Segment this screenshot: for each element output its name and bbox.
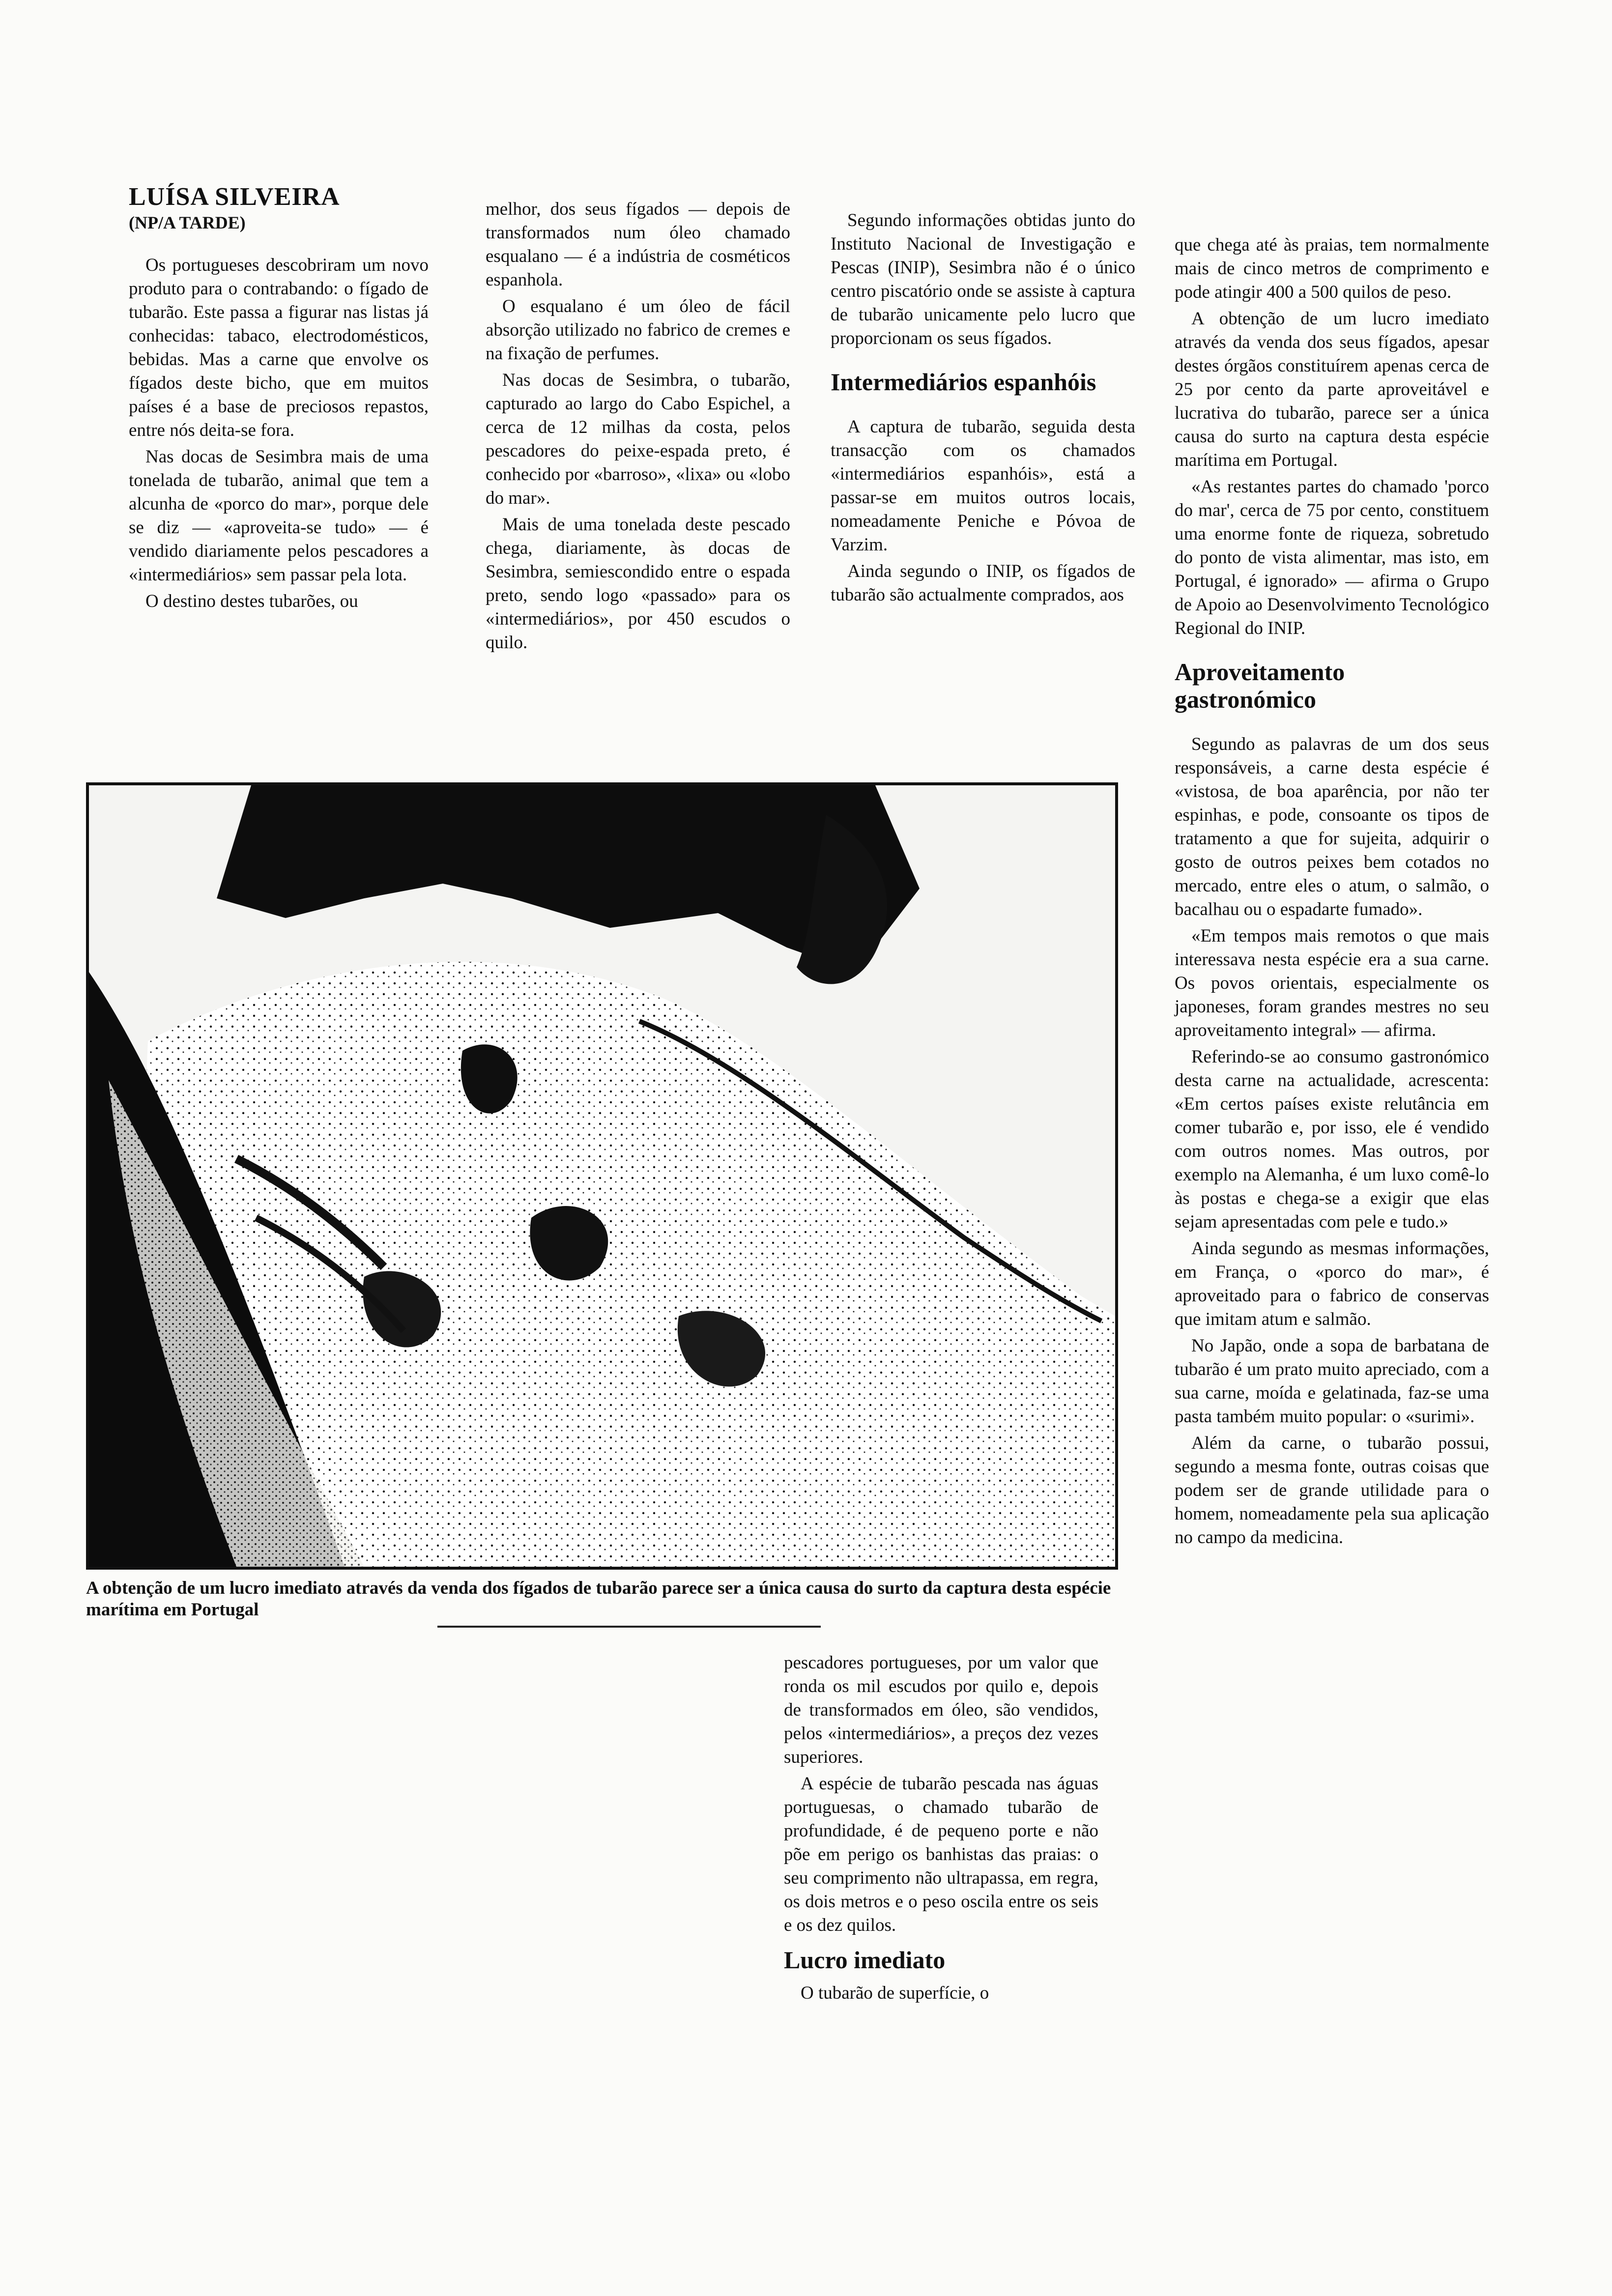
source-line: (NP/A TARDE)	[129, 213, 246, 232]
paragraph: A obtenção de um lucro imediato através da venda dos seus fígados, apesar destes órgãos constituírem apenas cerca de 25 por cento da parte aproveitável e lucrativa do tubarão, parece ser a única causa do surto na captura desta espécie marítima em Portugal.	[1175, 309, 1489, 470]
column-2	[486, 198, 790, 658]
paragraph: A captura de tubarão, seguida desta transacção com os chamados «intermediários espanhóis», está a passar-se em muitos outros locais, nomeadamente Peniche e Póvoa de Varzim.	[831, 417, 1135, 555]
subhead-lucro: Lucro imediato	[784, 1946, 946, 1974]
shark-photo	[86, 782, 1118, 1570]
paragraph: A espécie de tubarão pescada nas águas portuguesas, o chamado tubarão de profundidade, é de pequeno porte e não põe em perigo os banhistas das praias: o seu comprimento não ultrapassa, em regra, os dois metros e o peso oscila entre os seis e os dez quilos.	[784, 1774, 1098, 1935]
paragraph: melhor, dos seus fígados — depois de transformados num óleo chamado esqualano — é a indústria de cosméticos espanhola.	[486, 199, 790, 290]
paragraph: «As restantes partes do chamado 'porco do mar', cerca de 75 por cento, constituem uma enorme fonte de riqueza, sobretudo do ponto de vista alimentar, mas isto, em Portugal, é ignorado» — afirma o Grupo de Apoio ao Desenvolvimento Tecnológico Regional do INIP.	[1175, 477, 1489, 638]
paragraph: Referindo-se ao consumo gastronómico desta carne na actualidade, acrescenta: «Em certos países existe relutância em comer tubarão e, por isso, ele é vendido com outros nomes. Mas outros, por exemplo na Alemanha, é um luxo comê-lo às postas e chega-se a exigir que elas sejam apresentadas com pele e tudo.»	[1175, 1047, 1489, 1232]
column-3-top	[831, 209, 1135, 610]
paragraph: No Japão, onde a sopa de barbatana de tubarão é um prato muito apreciado, com a sua carne, moída e gelatinada, faz-se uma pasta também muito popular: o «surimi».	[1175, 1336, 1489, 1427]
shark-image	[89, 785, 1115, 1567]
paragraph: «Em tempos mais remotos o que mais interessava nesta espécie era a sua carne. Os povos orientais, especialmente os japoneses, foram grandes mestres no seu aproveitamento integral» — afirma.	[1175, 926, 1489, 1040]
subhead-aproveitamento: Aproveitamento gastronómico	[1175, 658, 1345, 713]
subhead-intermediarios: Intermediários espanhóis	[831, 368, 1096, 396]
column-1	[129, 183, 429, 616]
column-3-bottom	[784, 1651, 1098, 2008]
photo-caption: A obtenção de um lucro imediato através da venda dos fígados de tubarão parece ser a única causa do surto da captura desta espécie marítima em Portugal	[86, 1578, 1111, 1620]
paragraph: Segundo informações obtidas junto do Instituto Nacional de Investigação e Pescas (INIP), Sesimbra não é o único centro piscatório onde se assiste à captura de tubarão unicamente pelo lucro que proporcionam os seus fígados.	[831, 210, 1135, 348]
paragraph: Os portugueses descobriram um novo produto para o contrabando: o fígado de tubarão. Este passa a figurar nas listas já conhecidas: tabaco, electrodomésticos, bebidas. Mas a carne que envolve os fígados deste bicho, que em muitos países é a base de preciosos repastos, entre nós deita-se fora.	[129, 255, 429, 440]
paragraph: Nas docas de Sesimbra, o tubarão, capturado ao largo do Cabo Espichel, a cerca de 12 milhas da costa, pelos pescadores do peixe-espada preto, é conhecido por «barroso», «lixa» ou «lobo do mar».	[486, 370, 790, 508]
paragraph: Segundo as palavras de um dos seus responsáveis, a carne desta espécie é «vistosa, de boa aparência, por não ter espinhas, e pode, consoante os tipos de tratamento a que for sujeita, adquirir o gosto de outros peixes bem cotados no mercado, entre eles o atum, o salmão, o bacalhau ou o espadarte fumado».	[1175, 734, 1489, 919]
paragraph: que chega até às praias, tem normalmente mais de cinco metros de comprimento e pode atingir 400 a 500 quilos de peso.	[1175, 235, 1489, 302]
paragraph: pescadores portugueses, por um valor que ronda os mil escudos por quilo e, depois de transformados em óleo, são vendidos, pelos «intermediários», a preços dez vezes superiores.	[784, 1653, 1098, 1767]
paragraph: Ainda segundo as mesmas informações, em França, o «porco do mar», é aproveitado para o fabrico de conservas que imitam atum e salmão.	[1175, 1238, 1489, 1329]
caption-rule	[437, 1626, 821, 1628]
paragraph: Além da carne, o tubarão possui, segundo a mesma fonte, outras coisas que podem ser de grande utilidade para o homem, nomeadamente pela sua aplicação no campo da medicina.	[1175, 1433, 1489, 1548]
author-byline: LUÍSA SILVEIRA	[129, 183, 340, 211]
paragraph: Ainda segundo o INIP, os fígados de tubarão são actualmente comprados, aos	[831, 561, 1135, 605]
column-4	[1175, 233, 1489, 1552]
paragraph: O esqualano é um óleo de fácil absorção utilizado no fabrico de cremes e na fixação de perfumes.	[486, 296, 790, 364]
paragraph: Mais de uma tonelada deste pescado chega, diariamente, às docas de Sesimbra, semiescondido entre o espada preto, sendo logo «passado» para os «intermediários», por 450 escudos o quilo.	[486, 515, 790, 653]
paragraph: O destino destes tubarões, ou	[145, 591, 358, 611]
paragraph: O tubarão de superfície, o	[801, 1983, 989, 2003]
paragraph: Nas docas de Sesimbra mais de uma tonelada de tubarão, animal que tem a alcunha de «porco do mar», porque dele se diz — «aproveita-se tudo» — é vendido diariamente pelos pescadores a «intermediários» sem passar pela lota.	[129, 447, 429, 585]
